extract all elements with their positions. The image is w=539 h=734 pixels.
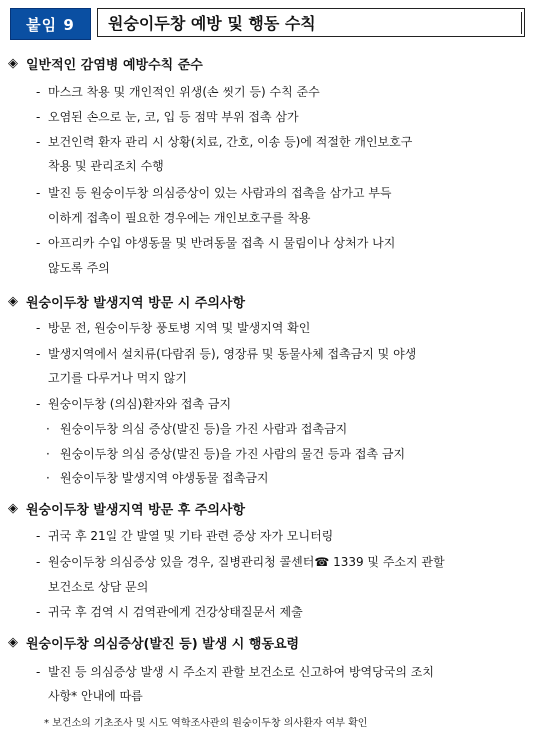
list-item bbox=[36, 524, 333, 549]
sub-list-item-text: 원숭이두창 의심 증상(발진 등)을 가진 사람의 물건 등과 접촉 금지 bbox=[60, 447, 406, 461]
section-heading-symptom-response bbox=[8, 633, 299, 652]
list-item-text: 마스크 착용 및 개인적인 위생(손 씻기 등) 수칙 준수 bbox=[48, 85, 320, 99]
dash-bullet: - bbox=[36, 665, 41, 679]
list-item bbox=[36, 80, 320, 105]
diamond-bullet-icon: ◈ bbox=[8, 56, 18, 71]
sub-list-item bbox=[46, 417, 347, 442]
list-item-continuation: 고기를 다루거나 먹지 않기 bbox=[48, 371, 187, 385]
sub-list-item bbox=[46, 442, 405, 467]
attachment-badge: 붙임 9 bbox=[10, 8, 91, 40]
list-item-continuation: 사항* 안내에 따름 bbox=[48, 689, 143, 703]
list-item-text: 귀국 후 21일 간 발열 및 기타 관련 증상 자가 모니터링 bbox=[48, 529, 334, 543]
dot-bullet: · bbox=[46, 447, 50, 461]
dash-bullet: - bbox=[36, 397, 41, 411]
list-item-continuation: 이하게 접촉이 필요한 경우에는 개인보호구를 착용 bbox=[48, 211, 311, 225]
list-item-text: 원숭이두창 의심증상 있을 경우, 질병관리청 콜센터☎ 1339 및 주소지 관할 bbox=[48, 555, 445, 569]
sub-list-item bbox=[46, 466, 269, 491]
diamond-bullet-icon: ◈ bbox=[8, 294, 18, 309]
list-item bbox=[36, 660, 434, 685]
page-title: 원숭이두창 예방 및 행동 수칙 bbox=[108, 14, 316, 33]
list-item-text: 발생지역에서 설치류(다람쥐 등), 영장류 및 동물사체 접촉금지 및 야생 bbox=[48, 347, 417, 361]
dash-bullet: - bbox=[36, 605, 41, 619]
dash-bullet: - bbox=[36, 186, 41, 200]
text-cursor bbox=[521, 12, 522, 34]
dash-bullet: - bbox=[36, 85, 41, 99]
list-item bbox=[36, 550, 445, 575]
document-header bbox=[10, 8, 525, 40]
section-heading-text: 원숭이두창 발생지역 방문 후 주의사항 bbox=[26, 503, 246, 518]
list-item-text: 방문 전, 원숭이두창 풍토병 지역 및 발생지역 확인 bbox=[48, 321, 311, 335]
list-item bbox=[36, 231, 395, 256]
section-heading-general bbox=[8, 54, 203, 73]
title-box bbox=[97, 8, 525, 37]
list-item-text: 귀국 후 검역 시 검역관에게 건강상태질문서 제출 bbox=[48, 605, 303, 619]
list-item bbox=[36, 130, 412, 155]
list-item-text: 발진 등 원숭이두창 의심증상이 있는 사람과의 접촉을 삼가고 부득 bbox=[48, 186, 392, 200]
list-item bbox=[36, 600, 303, 625]
list-item-continuation: 착용 및 관리조치 수행 bbox=[48, 159, 164, 173]
dash-bullet: - bbox=[36, 110, 41, 124]
list-item-continuation: 않도록 주의 bbox=[48, 261, 110, 275]
list-item bbox=[36, 316, 310, 341]
sub-list-item-text: 원숭이두창 의심 증상(발진 등)을 가진 사람과 접촉금지 bbox=[60, 422, 348, 436]
list-item bbox=[36, 342, 416, 367]
list-item-text: 오염된 손으로 눈, 코, 입 등 점막 부위 접촉 삼가 bbox=[48, 110, 299, 124]
section-heading-before-visit bbox=[8, 292, 245, 311]
section-heading-after-visit bbox=[8, 499, 245, 518]
section-heading-text: 일반적인 감염병 예방수칙 준수 bbox=[26, 58, 203, 73]
diamond-bullet-icon: ◈ bbox=[8, 635, 18, 650]
section-heading-text: 원숭이두창 의심증상(발진 등) 발생 시 행동요령 bbox=[26, 637, 300, 652]
diamond-bullet-icon: ◈ bbox=[8, 501, 18, 516]
list-item-text: 원숭이두창 (의심)환자와 접촉 금지 bbox=[48, 397, 232, 411]
footnote: * 보건소의 기초조사 및 시도 역학조사관의 원숭이두창 의사환자 여부 확인 bbox=[44, 718, 368, 729]
dash-bullet: - bbox=[36, 135, 41, 149]
list-item-text: 발진 등 의심증상 발생 시 주소지 관할 보건소로 신고하여 방역당국의 조치 bbox=[48, 665, 434, 679]
list-item bbox=[36, 181, 392, 206]
sub-list-item-text: 원숭이두창 발생지역 야생동물 접촉금지 bbox=[60, 471, 269, 485]
dash-bullet: - bbox=[36, 529, 41, 543]
dash-bullet: - bbox=[36, 347, 41, 361]
list-item bbox=[36, 105, 299, 130]
section-heading-text: 원숭이두창 발생지역 방문 시 주의사항 bbox=[26, 296, 246, 311]
list-item-text: 아프리카 수입 야생동물 및 반려동물 접촉 시 물림이나 상처가 나지 bbox=[48, 236, 396, 250]
dash-bullet: - bbox=[36, 555, 41, 569]
list-item-continuation: 보건소로 상담 문의 bbox=[48, 580, 149, 594]
dash-bullet: - bbox=[36, 236, 41, 250]
dot-bullet: · bbox=[46, 471, 50, 485]
dot-bullet: · bbox=[46, 422, 50, 436]
list-item-text: 보건인력 환자 관리 시 상황(치료, 간호, 이송 등)에 적절한 개인보호구 bbox=[48, 135, 413, 149]
dash-bullet: - bbox=[36, 321, 41, 335]
list-item bbox=[36, 392, 231, 417]
